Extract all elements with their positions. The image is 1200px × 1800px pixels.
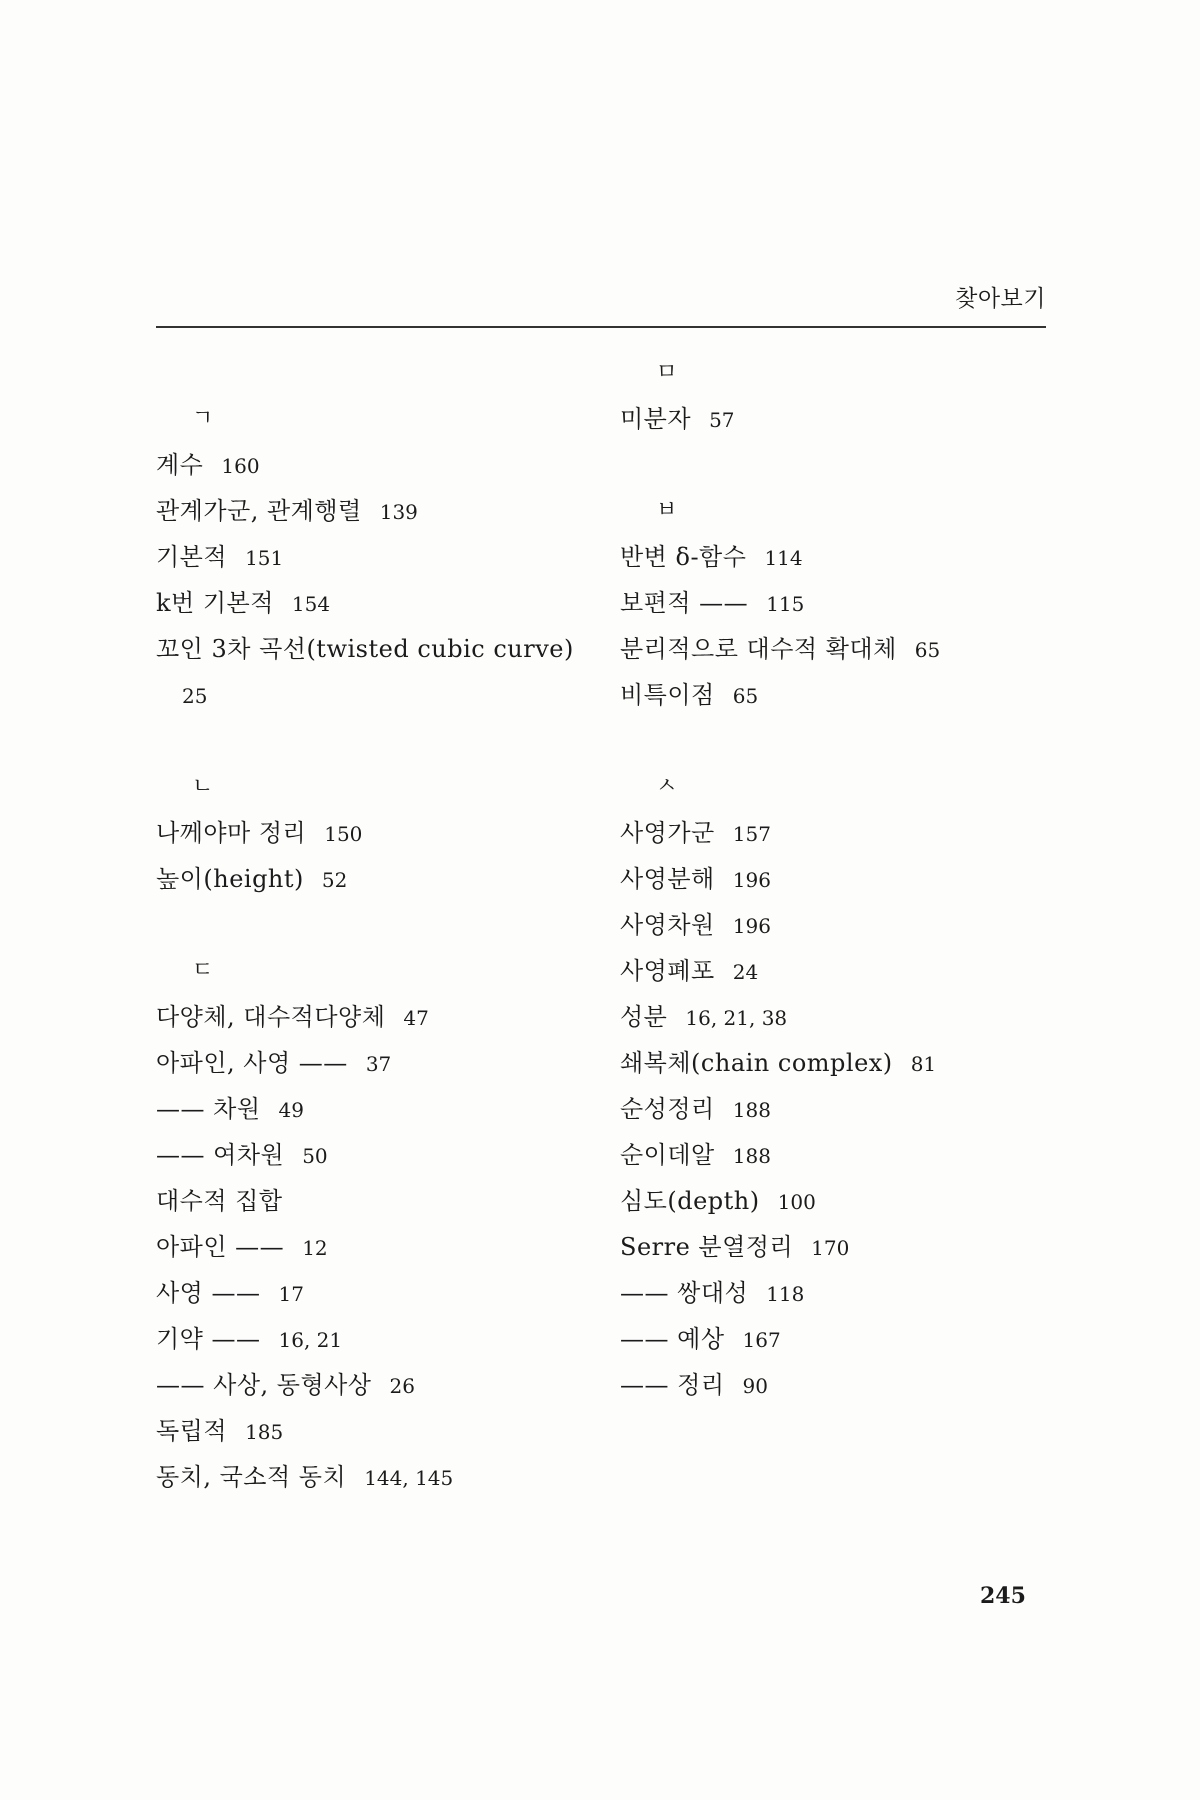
section-letter: ㄷ [192, 958, 214, 983]
index-term: 순성정리 [620, 1095, 715, 1123]
index-term: 대수적 집합 [156, 1187, 283, 1215]
section-letter: ㅂ [656, 498, 678, 523]
page-refs: 118 [766, 1282, 805, 1306]
index-entry [156, 1040, 606, 1086]
index-entry [156, 580, 606, 626]
spacer [156, 350, 606, 396]
index-entry [620, 856, 1040, 902]
index-entry [620, 396, 1040, 442]
page-refs: 25 [182, 684, 208, 708]
index-entry [156, 534, 606, 580]
page-refs: 81 [910, 1052, 937, 1076]
section-letter: ㄱ [192, 406, 214, 431]
index-entry [620, 994, 1040, 1040]
section-letter: ㄴ [192, 774, 214, 799]
page-refs: 16, 21 [278, 1328, 343, 1352]
page-refs: 196 [732, 914, 771, 938]
page-refs: 65 [732, 684, 759, 708]
page-refs: 17 [278, 1282, 304, 1306]
index-term: 반변 δ-함수 [620, 543, 747, 571]
page-refs: 188 [732, 1144, 771, 1168]
page-refs: 160 [221, 454, 260, 478]
page-refs: 49 [278, 1098, 304, 1122]
index-term: k번 기본적 [156, 589, 274, 617]
index-term: 성분 [620, 1003, 668, 1031]
index-term: 분리적으로 대수적 확대체 [620, 635, 897, 663]
index-term: 사영가군 [620, 819, 715, 847]
index-term: 사영 —— [156, 1279, 261, 1307]
page-refs: 16, 21, 38 [685, 1006, 788, 1030]
index-entry [620, 1224, 1040, 1270]
index-term: 사영차원 [620, 911, 715, 939]
index-entry [156, 1362, 606, 1408]
index-term: 사영분해 [620, 865, 715, 893]
page-refs: 57 [709, 408, 735, 432]
index-entry [156, 1086, 606, 1132]
index-entry [156, 672, 606, 718]
index-entry [156, 1316, 606, 1362]
index-term: 동치, 국소적 동치 [156, 1463, 347, 1491]
page-refs: 144, 145 [364, 1466, 454, 1490]
page-refs: 24 [732, 960, 759, 984]
page-refs: 12 [302, 1236, 328, 1260]
index-term: 보편적 —— [620, 589, 749, 617]
spacer [156, 902, 606, 948]
page-refs: 170 [811, 1236, 850, 1260]
spacer [156, 718, 606, 764]
index-column-left [156, 350, 606, 1500]
page-refs: 185 [245, 1420, 284, 1444]
index-term: 관계가군, 관계행렬 [156, 497, 362, 525]
index-term: 나께야마 정리 [156, 819, 307, 847]
index-entry [620, 1086, 1040, 1132]
index-term: 비특이점 [620, 681, 715, 709]
index-term: —— 쌍대성 [620, 1279, 749, 1307]
index-entry [156, 1270, 606, 1316]
page-refs: 115 [766, 592, 805, 616]
index-entry [156, 994, 606, 1040]
page-refs: 47 [403, 1006, 429, 1030]
index-entry [156, 488, 606, 534]
index-entry [620, 580, 1040, 626]
index-column-right [620, 350, 1040, 1408]
index-entry [156, 1224, 606, 1270]
page-refs: 37 [365, 1052, 392, 1076]
page-header [156, 276, 1046, 328]
index-term: 다양체, 대수적다양체 [156, 1003, 386, 1031]
index-term: 계수 [156, 451, 204, 479]
index-term: 쇄복체(chain complex) [620, 1049, 893, 1077]
index-entry [156, 1454, 606, 1500]
page-refs: 196 [732, 868, 771, 892]
page-refs: 26 [389, 1374, 415, 1398]
index-entry [156, 626, 606, 672]
index-entry [620, 1178, 1040, 1224]
index-term: —— 차원 [156, 1095, 261, 1123]
index-term: 아파인 —— [156, 1233, 285, 1261]
index-entry [620, 810, 1040, 856]
section-letter: ㅁ [656, 360, 678, 385]
index-entry [620, 902, 1040, 948]
index-entry [620, 1040, 1040, 1086]
page-refs: 139 [379, 500, 418, 524]
index-entry [620, 1132, 1040, 1178]
index-entry [156, 1178, 606, 1224]
index-term: 심도(depth) [620, 1187, 760, 1215]
page-refs: 188 [732, 1098, 771, 1122]
page-refs: 100 [777, 1190, 816, 1214]
page-number: 245 [980, 1583, 1026, 1609]
page-refs: 90 [742, 1374, 768, 1398]
index-term: —— 예상 [620, 1325, 725, 1353]
spacer [620, 442, 1040, 488]
index-entry [620, 1316, 1040, 1362]
index-entry [620, 672, 1040, 718]
index-entry [620, 1362, 1040, 1408]
page-refs: 167 [742, 1328, 781, 1352]
index-entry [620, 1270, 1040, 1316]
index-term: 기본적 [156, 543, 228, 571]
page-refs: 150 [324, 822, 363, 846]
index-term: 독립적 [156, 1417, 228, 1445]
index-entry [156, 856, 606, 902]
index-term: 높이(height) [156, 865, 304, 893]
index-term: 순이데알 [620, 1141, 715, 1169]
index-term: —— 여차원 [156, 1141, 285, 1169]
index-term: Serre 분열정리 [620, 1233, 794, 1261]
index-entry [620, 626, 1040, 672]
index-term: —— 정리 [620, 1371, 725, 1399]
page-refs: 114 [764, 546, 803, 570]
index-entry [156, 810, 606, 856]
page-refs: 154 [291, 592, 331, 616]
index-entry [620, 534, 1040, 580]
index-term: 미분자 [620, 405, 692, 433]
page-refs: 151 [245, 546, 284, 570]
index-term: 기약 —— [156, 1325, 261, 1353]
index-entry [620, 948, 1040, 994]
page-refs: 50 [302, 1144, 328, 1168]
section-letter: ㅅ [656, 774, 678, 799]
index-entry [156, 1132, 606, 1178]
index-entry [156, 1408, 606, 1454]
index-term: 사영폐포 [620, 957, 715, 985]
index-term: 꼬인 3차 곡선(twisted cubic curve) [156, 635, 574, 663]
spacer [620, 718, 1040, 764]
page-refs: 52 [321, 868, 348, 892]
index-term: 아파인, 사영 —— [156, 1049, 348, 1077]
page-refs: 157 [732, 822, 771, 846]
index-term: —— 사상, 동형사상 [156, 1371, 372, 1399]
page-title: 찾아보기 [955, 286, 1046, 312]
index-entry [156, 442, 606, 488]
page-refs: 65 [914, 638, 941, 662]
